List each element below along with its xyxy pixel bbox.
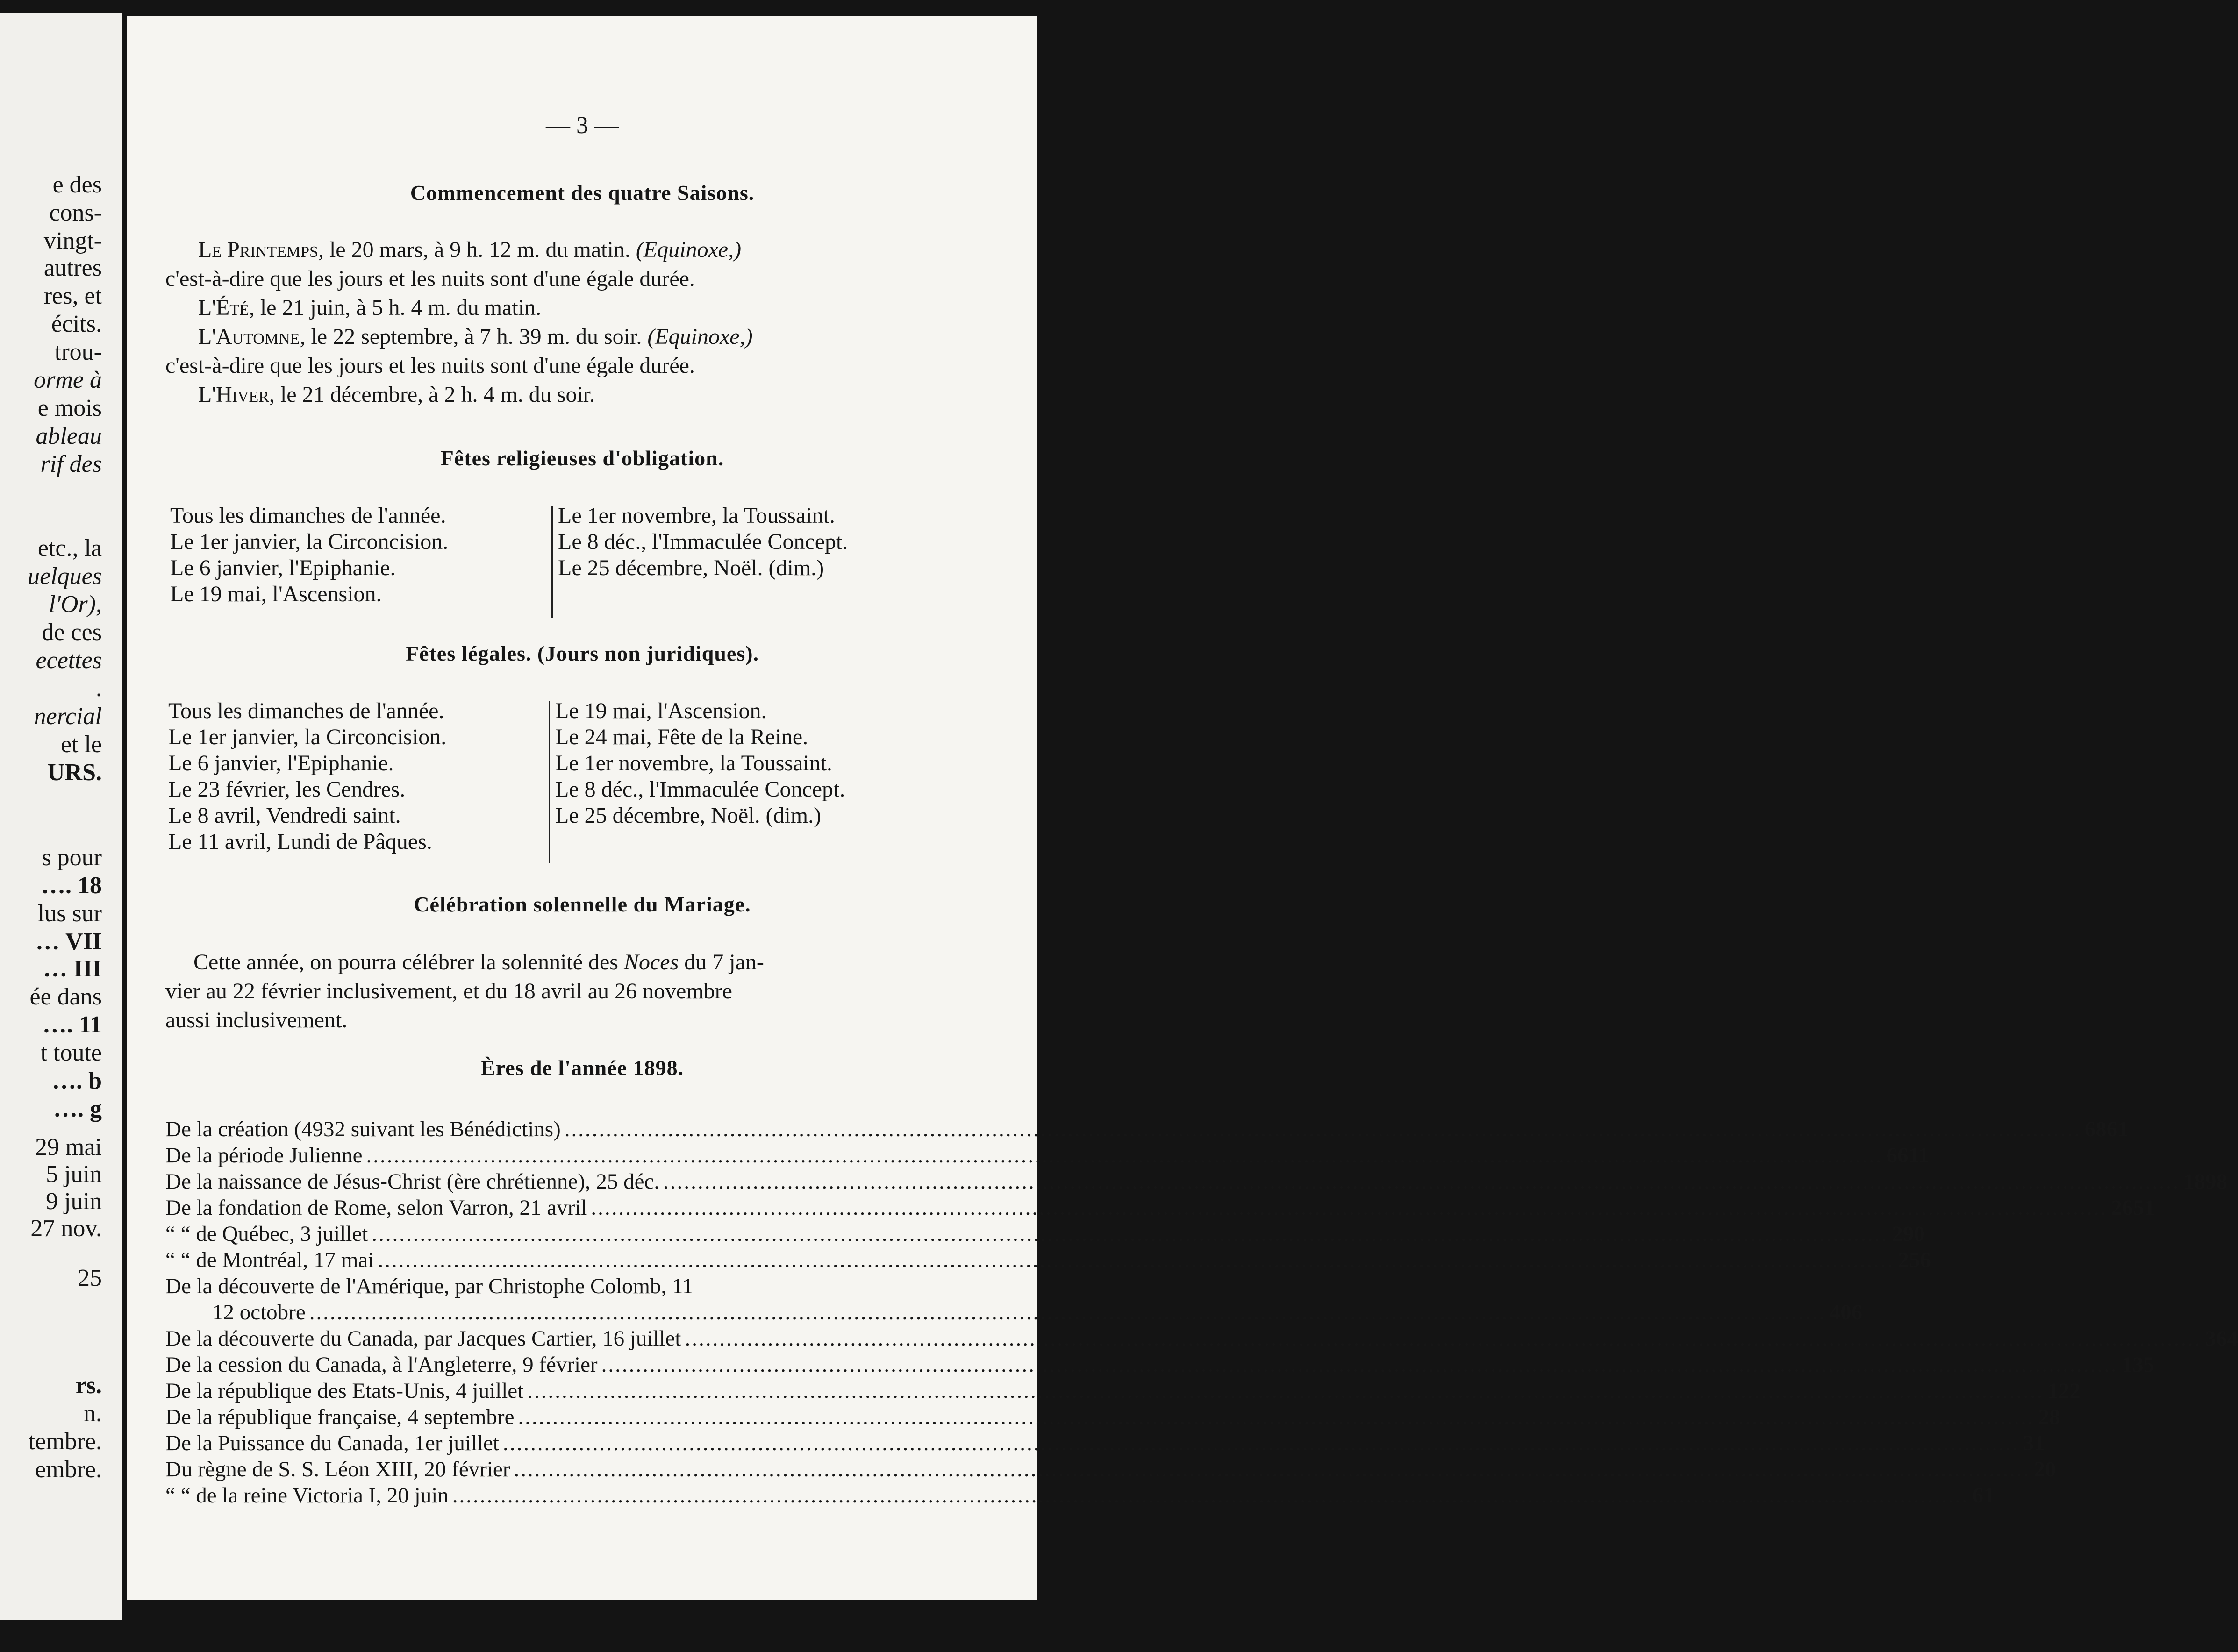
prev-page-line: vingt- <box>43 228 102 254</box>
prev-page-line: rs. <box>75 1372 102 1399</box>
dot-leader: ............................................................................................................................................................................................................................ <box>663 1169 2180 1194</box>
era-row <box>165 1326 2238 1352</box>
prev-page-line: 25 <box>78 1265 102 1291</box>
era-label: De la naissance de Jésus-Christ (ère chrétienne), 25 déc. <box>165 1169 660 1194</box>
era-row <box>165 1195 2155 1221</box>
season-hiver: L'Hiver <box>198 382 269 407</box>
era-value: 406 <box>1829 1300 1863 1324</box>
prev-page-line: nercial <box>34 703 102 730</box>
prev-page-line: etc., la <box>37 535 102 562</box>
era-value: 135 <box>2121 1353 2155 1377</box>
era-value: 20 <box>2034 1457 2056 1481</box>
era-value: 28 <box>2038 1405 2060 1429</box>
page-3 <box>127 16 2238 1600</box>
prev-page-line: s pour <box>42 844 102 871</box>
prev-page-line: …. 11 <box>42 1011 102 1038</box>
prev-page-line: uelques <box>28 563 102 590</box>
eres-table <box>165 1117 2238 1509</box>
prev-page-line: de ces <box>42 619 102 646</box>
era-label: De la république des Etats-Unis, 4 juillet <box>165 1379 524 1403</box>
mariage-text: Cette année, on pourra célébrer la solennité des Noces du 7 jan- vier au 22 février inclusivement, et du 18 avril au 26 novembre aussi inclusivement. <box>165 950 764 1032</box>
prev-page-line: e mois <box>37 395 102 421</box>
prev-page-line: …. b <box>52 1068 102 1094</box>
prev-page-line: e des <box>52 171 102 198</box>
era-label: De la république française, 4 septembre <box>165 1405 515 1429</box>
era-label: De la découverte du Canada, par Jacques Cartier, 16 juillet <box>165 1326 681 1351</box>
era-value: 364 <box>2205 1326 2238 1351</box>
dot-leader: ............................................................................................................................................................................................................................ <box>591 1196 2108 1220</box>
era-row <box>165 1483 1995 1509</box>
era-row <box>165 1169 2228 1195</box>
season-printemps: Le Printemps <box>198 237 318 262</box>
era-label: De la cession du Canada, à l'Angleterre, 9 février <box>165 1353 598 1377</box>
dot-leader: ............................................................................................................................................................................................................................ <box>372 1222 1888 1246</box>
prev-page-line: tembre. <box>28 1428 102 1455</box>
era-value: 1898 <box>2183 1169 2228 1194</box>
era-label: De la création (4932 suivant les Bénédictins) <box>165 1117 561 1141</box>
fetes-legales-right: Le 19 mai, l'Ascension. Le 24 mai, Fête de la Reine. Le 1er novembre, la Toussaint. Le 8 déc., l'Immaculée Concept. Le 25 décembre, Noël. (dim.) <box>555 698 845 828</box>
prev-page-line: et le <box>60 731 102 758</box>
season-ete: L'Été <box>198 295 249 320</box>
prev-page-line: ecettes <box>36 647 102 674</box>
dot-leader: ............................................................................................................................................................................................................................ <box>366 1143 1883 1168</box>
era-value: 6611 <box>1886 1143 1929 1168</box>
prev-page-line: URS. <box>47 759 102 786</box>
prev-page-line: autres <box>43 255 102 281</box>
dot-leader: ............................................................................................................................................................................................................................ <box>514 1457 2031 1481</box>
prev-page-line: …. 18 <box>41 872 102 899</box>
prev-page-line: n. <box>84 1400 102 1427</box>
prev-page-line: cons- <box>49 199 102 226</box>
era-row <box>165 1247 1931 1274</box>
era-value: 61 <box>1972 1483 1995 1508</box>
prev-page-line: t toute <box>40 1040 102 1066</box>
prev-page-line: ableau <box>36 423 102 449</box>
era-row <box>165 1457 2056 1483</box>
dot-leader: ............................................................................................................................................................................................................................ <box>518 1405 2035 1429</box>
era-label: Du règne de S. S. Léon XIII, 20 février <box>165 1457 510 1481</box>
fetes-legales-left: Tous les dimanches de l'année. Le 1er janvier, la Circoncision. Le 6 janvier, l'Epiphanie. Le 23 février, les Cendres. Le 8 avril, Vendredi saint. Le 11 avril, Lundi de Pâques. <box>168 698 447 854</box>
prev-page-line: trou- <box>54 339 102 365</box>
prev-page-line: . <box>96 675 102 702</box>
era-label: 12 octobre <box>212 1300 306 1324</box>
saisons-text: Le Printemps, le 20 mars, à 9 h. 12 m. du matin. (Equinoxe,) c'est-à-dire que les jours et les nuits sont d'une égale durée. L'Été, le 21 juin, à 5 h. 4 m. du matin. L'Automne, le 22 septembre, à 7 h. 39 m. du soir. (Equinoxe,) c'est-à-dire que les jours et les nuits sont d'une égale durée. L'Hiver, le 21 décembre, à 2 h. 4 m. du soir. <box>165 237 753 407</box>
column-divider <box>549 701 550 863</box>
dot-leader: ............................................................................................................................................................................................................................ <box>378 1248 1895 1272</box>
era-row <box>165 1117 2129 1143</box>
era-value: 6861 <box>2084 1117 2129 1141</box>
column-divider <box>551 506 553 618</box>
prev-page-line: embre. <box>35 1456 102 1483</box>
section-title-eres: Ères de l'année 1898. <box>480 1056 684 1080</box>
era-value: 2651 <box>2111 1196 2155 1220</box>
era-row <box>165 1221 1925 1247</box>
prev-page-line: 29 mai <box>35 1134 102 1161</box>
era-label: De la Puissance du Canada, 1er juillet <box>165 1431 499 1455</box>
era-row <box>165 1352 2155 1378</box>
era-row <box>165 1431 2045 1457</box>
era-value: 256 <box>1898 1248 1931 1272</box>
dot-leader: ............................................................................................................................................................................................................................ <box>527 1379 2044 1403</box>
era-label: “ “ de la reine Victoria I, 20 juin <box>165 1483 449 1508</box>
dot-leader: ............................................................................................................................................................................................................................ <box>564 1117 2081 1141</box>
dot-leader: ............................................................................................................................................................................................................................ <box>452 1483 1969 1508</box>
era-row <box>165 1274 935 1300</box>
previous-page-fragment <box>0 13 122 1620</box>
section-title-saisons: Commencement des quatre Saisons. <box>410 181 755 205</box>
section-title-fetes-legales: Fêtes légales. (Jours non juridiques). <box>405 641 759 665</box>
prev-page-line: 27 nov. <box>30 1215 102 1242</box>
era-row <box>165 1378 2081 1404</box>
era-label: De la période Julienne <box>165 1143 363 1168</box>
era-label: “ “ de Québec, 3 juillet <box>165 1222 368 1246</box>
prev-page-line: … VII <box>35 928 102 955</box>
prev-page-line: lus sur <box>37 900 102 927</box>
fetes-religieuses-right: Le 1er novembre, la Toussaint. Le 8 déc., l'Immaculée Concept. Le 25 décembre, Noël. (dim.) <box>558 503 848 580</box>
era-value: 31 <box>2023 1431 2045 1455</box>
prev-page-line: écits. <box>51 311 102 337</box>
season-automne: L'Automne <box>198 324 300 349</box>
era-label: De la fondation de Rome, selon Varron, 21 avril <box>165 1196 587 1220</box>
prev-page-line: res, et <box>43 283 102 309</box>
era-row <box>165 1404 2060 1431</box>
era-row-continuation <box>165 1300 1863 1326</box>
era-row <box>165 1143 1929 1169</box>
section-title-mariage: Célébration solennelle du Mariage. <box>414 892 751 916</box>
era-label: “ “ de Montréal, 17 mai <box>165 1248 374 1272</box>
dot-leader: ............................................................................................................................................................................................................................ <box>685 1326 2202 1351</box>
prev-page-line: 9 juin <box>46 1188 102 1215</box>
era-value: 290 <box>1892 1222 1925 1246</box>
era-value: 122 <box>2047 1379 2081 1403</box>
prev-page-line: …. g <box>53 1096 102 1122</box>
section-title-fetes-religieuses: Fêtes religieuses d'obligation. <box>440 446 724 470</box>
dot-leader: ............................................................................................................................................................................................................................ <box>502 1431 2019 1455</box>
prev-page-line: orme à <box>34 367 102 393</box>
prev-page-line: rif des <box>40 451 102 477</box>
prev-page-line: 5 juin <box>46 1161 102 1188</box>
prev-page-line: … III <box>43 955 102 982</box>
dot-leader: ............................................................................................................................................................................................................................ <box>309 1300 1826 1324</box>
era-label: De la découverte de l'Amérique, par Christophe Colomb, 11 <box>165 1274 694 1298</box>
prev-page-line: ée dans <box>29 983 102 1010</box>
dot-leader: ............................................................................................................................................................................................................................ <box>601 1353 2118 1377</box>
fetes-religieuses-left: Tous les dimanches de l'année. Le 1er janvier, la Circoncision. Le 6 janvier, l'Epiphanie. Le 19 mai, l'Ascension. <box>170 503 449 606</box>
prev-page-line: l'Or), <box>49 591 102 618</box>
page-number: — 3 — <box>546 112 619 139</box>
